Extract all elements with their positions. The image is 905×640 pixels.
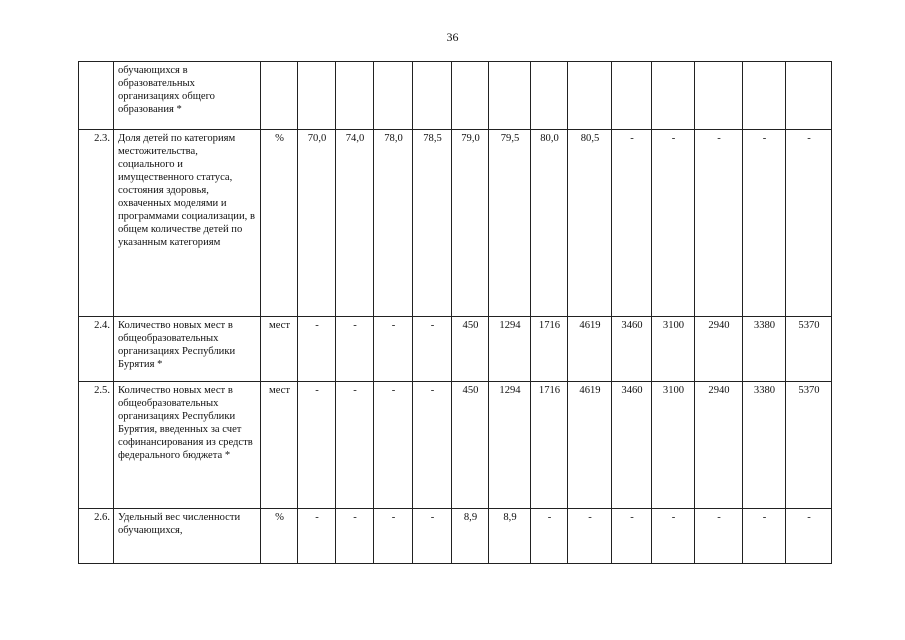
value-cell: 5370 [786, 317, 832, 382]
row-number: 2.6. [79, 509, 114, 564]
value-cell: 74,0 [336, 130, 374, 317]
value-cell: 450 [452, 317, 489, 382]
value-cell: 80,5 [568, 130, 612, 317]
value-cell: - [743, 130, 786, 317]
value-cell [695, 62, 743, 130]
value-cell: - [786, 509, 832, 564]
value-cell: 3100 [652, 382, 695, 509]
value-cell: 2940 [695, 382, 743, 509]
value-cell: 79,0 [452, 130, 489, 317]
value-cell: - [298, 317, 336, 382]
value-cell: 3100 [652, 317, 695, 382]
value-cell: 8,9 [489, 509, 531, 564]
value-cell: - [652, 130, 695, 317]
table-row [79, 509, 832, 564]
value-cell [786, 62, 832, 130]
value-cell: - [336, 382, 374, 509]
row-number: 2.3. [79, 130, 114, 317]
value-cell: - [336, 317, 374, 382]
value-cell [452, 62, 489, 130]
value-cell: - [568, 509, 612, 564]
value-cell [568, 62, 612, 130]
value-cell: - [652, 509, 695, 564]
table-row [79, 130, 832, 317]
value-cell: 3460 [612, 317, 652, 382]
value-cell: - [786, 130, 832, 317]
value-cell [374, 62, 413, 130]
value-cell [298, 62, 336, 130]
value-cell [531, 62, 568, 130]
value-cell: - [413, 382, 452, 509]
value-cell: - [336, 509, 374, 564]
row-number: 2.5. [79, 382, 114, 509]
unit-cell: мест [261, 317, 298, 382]
value-cell: 1716 [531, 317, 568, 382]
value-cell: - [531, 509, 568, 564]
unit-cell: мест [261, 382, 298, 509]
row-number: 2.4. [79, 317, 114, 382]
indicator-name: Количество новых мест в общеобразовательных организациях Республики Бурятия, введенных за счет софинансирования из средств федерального бюджета * [114, 382, 261, 509]
value-cell: 80,0 [531, 130, 568, 317]
page-number: 36 [446, 30, 459, 44]
value-cell: 2940 [695, 317, 743, 382]
value-cell: 3380 [743, 382, 786, 509]
value-cell: - [413, 317, 452, 382]
value-cell: 3460 [612, 382, 652, 509]
value-cell [413, 62, 452, 130]
unit-cell: % [261, 509, 298, 564]
value-cell: - [695, 130, 743, 317]
indicator-name: Количество новых мест в общеобразовательных организациях Республики Бурятия * [114, 317, 261, 382]
unit-cell: % [261, 130, 298, 317]
value-cell: - [298, 509, 336, 564]
value-cell: - [413, 509, 452, 564]
value-cell: 4619 [568, 317, 612, 382]
value-cell: 78,5 [413, 130, 452, 317]
value-cell: - [743, 509, 786, 564]
value-cell: 79,5 [489, 130, 531, 317]
value-cell: - [374, 509, 413, 564]
value-cell [743, 62, 786, 130]
unit-cell [261, 62, 298, 130]
value-cell: - [298, 382, 336, 509]
indicator-name: обучающихся в образовательных организациях общего образования * [114, 62, 261, 130]
value-cell: - [695, 509, 743, 564]
value-cell: 70,0 [298, 130, 336, 317]
value-cell [336, 62, 374, 130]
value-cell: - [374, 317, 413, 382]
value-cell: 1294 [489, 382, 531, 509]
table-row [79, 317, 832, 382]
value-cell [489, 62, 531, 130]
indicator-name: Удельный вес численности обучающихся, [114, 509, 261, 564]
value-cell: 4619 [568, 382, 612, 509]
table-row [79, 382, 832, 509]
row-number [79, 62, 114, 130]
indicator-name: Доля детей по категориям местожительства, социального и имущественного статуса, состояния здоровья, охваченных моделями и программами социализации, в общем количестве детей по указанным категориям [114, 130, 261, 317]
value-cell: 78,0 [374, 130, 413, 317]
value-cell: 1294 [489, 317, 531, 382]
value-cell: 5370 [786, 382, 832, 509]
value-cell: 450 [452, 382, 489, 509]
value-cell [652, 62, 695, 130]
value-cell: 1716 [531, 382, 568, 509]
indicators-table [78, 61, 832, 564]
value-cell: - [612, 130, 652, 317]
value-cell: 8,9 [452, 509, 489, 564]
value-cell: 3380 [743, 317, 786, 382]
value-cell [612, 62, 652, 130]
table-row [79, 62, 832, 130]
value-cell: - [374, 382, 413, 509]
value-cell: - [612, 509, 652, 564]
